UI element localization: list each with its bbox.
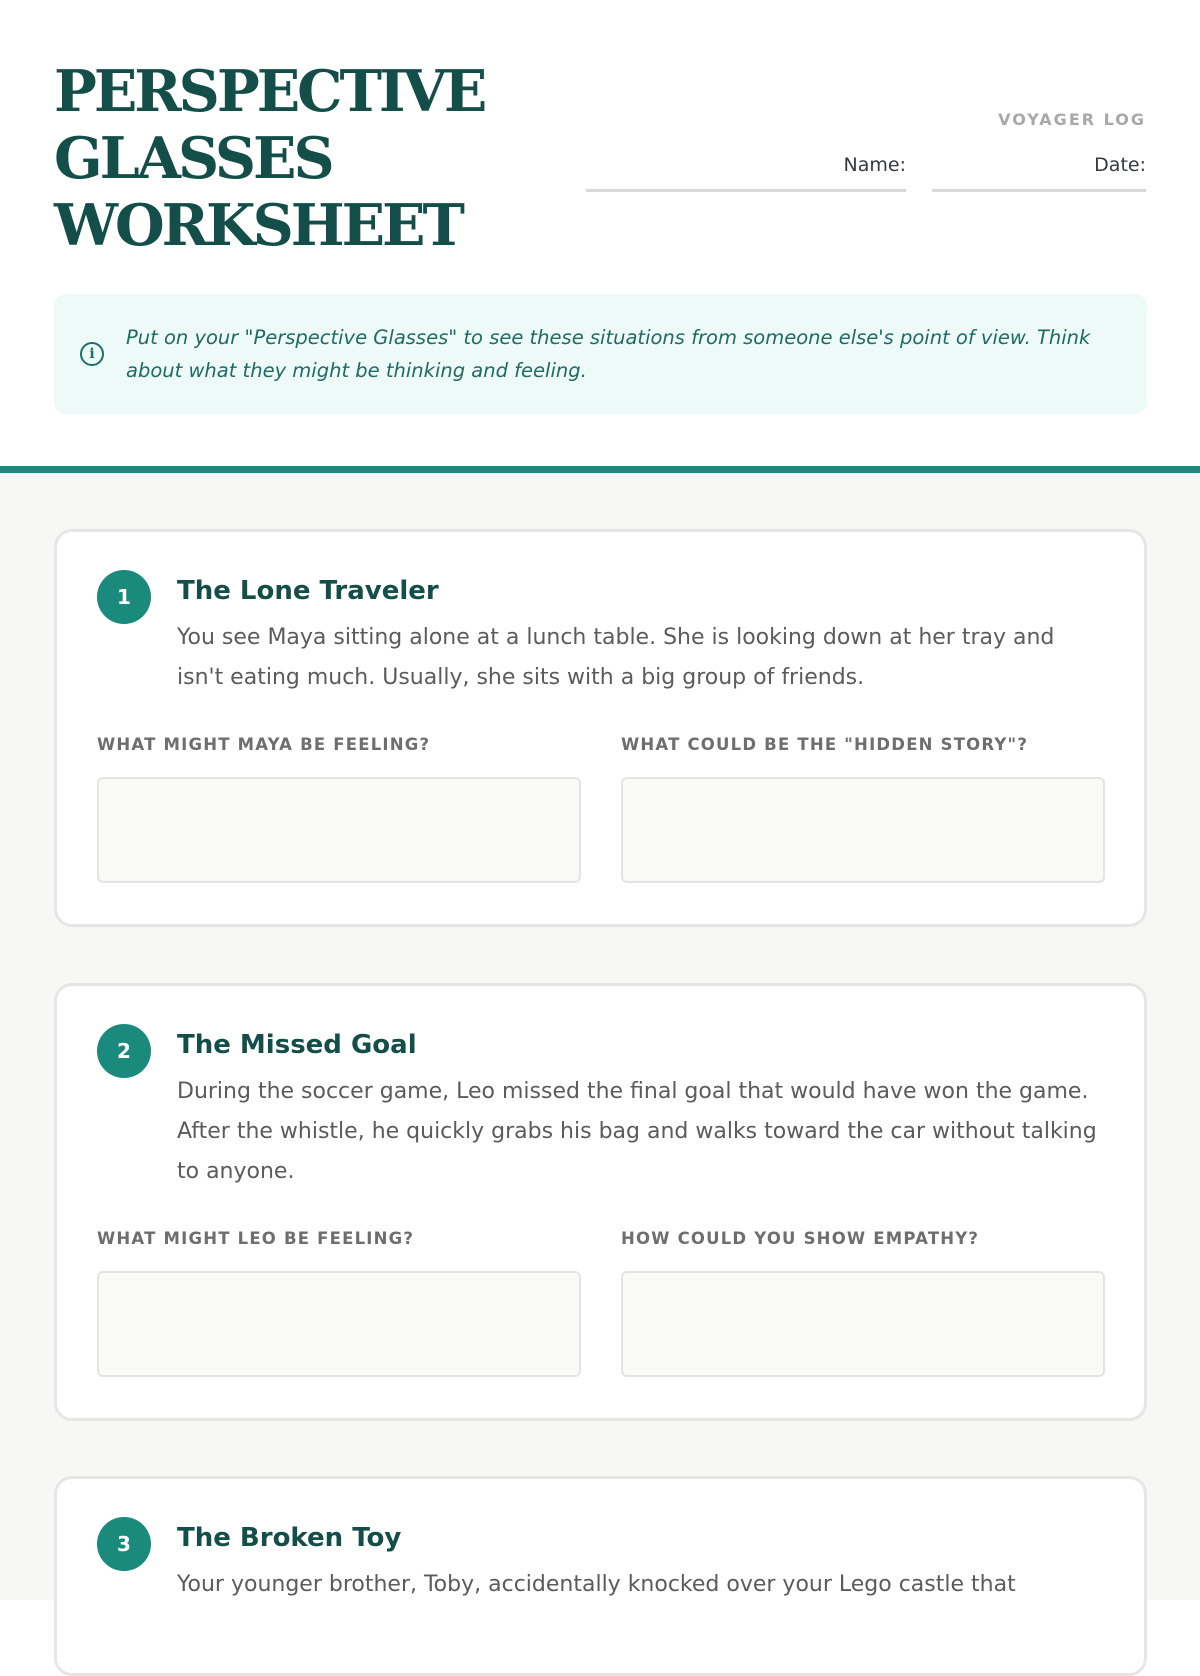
worksheet-header	[0, 0, 1200, 466]
date-field[interactable]: Date:	[932, 154, 1146, 192]
scenario-number-badge: 1	[97, 570, 151, 624]
scenario-title: The Lone Traveler	[177, 576, 439, 606]
question-label: HOW COULD YOU SHOW EMPATHY?	[621, 1229, 980, 1248]
scenario-title: The Missed Goal	[177, 1030, 417, 1060]
voyager-log-label: VOYAGER LOG	[998, 110, 1146, 129]
question-label: WHAT MIGHT MAYA BE FEELING?	[97, 735, 431, 754]
scenario-description: During the soccer game, Leo missed the final goal that would have won the game. After the whistle, he quickly grabs his bag and walks toward the car without talking to anyone.	[177, 1079, 1097, 1184]
scenario-description: Your younger brother, Toby, accidentally knocked over your Lego castle that	[177, 1572, 1016, 1597]
scenario-number-badge: 2	[97, 1024, 151, 1078]
instructions-text: Put on your "Perspective Glasses" to see these situations from someone else's point of view. Think about what they might be thinking and feeling.	[126, 326, 1091, 382]
question-label: WHAT MIGHT LEO BE FEELING?	[97, 1229, 415, 1248]
answer-box[interactable]	[621, 1271, 1105, 1377]
answer-box[interactable]	[621, 777, 1105, 883]
scenario-card-3	[54, 1476, 1147, 1676]
answer-box[interactable]	[97, 1271, 581, 1377]
info-icon: i	[80, 342, 104, 366]
question-label: WHAT COULD BE THE "HIDDEN STORY"?	[621, 735, 1029, 754]
scenario-title: The Broken Toy	[177, 1523, 402, 1553]
scenario-number-badge: 3	[97, 1517, 151, 1571]
header-divider	[0, 466, 1200, 473]
name-field[interactable]: Name:	[586, 154, 906, 192]
scenario-card-2	[54, 983, 1147, 1421]
answer-box[interactable]	[97, 777, 581, 883]
student-info	[586, 110, 1146, 192]
scenario-card-1	[54, 529, 1147, 927]
student-fields	[586, 154, 1146, 192]
scenario-list	[0, 473, 1200, 1600]
scenario-description: You see Maya sitting alone at a lunch table. She is looking down at her tray and isn't eating much. Usually, she sits with a big group of friends.	[177, 625, 1055, 690]
worksheet-title: PERSPECTIVE GLASSES WORKSHEET	[54, 58, 485, 259]
instructions-box	[54, 294, 1147, 414]
